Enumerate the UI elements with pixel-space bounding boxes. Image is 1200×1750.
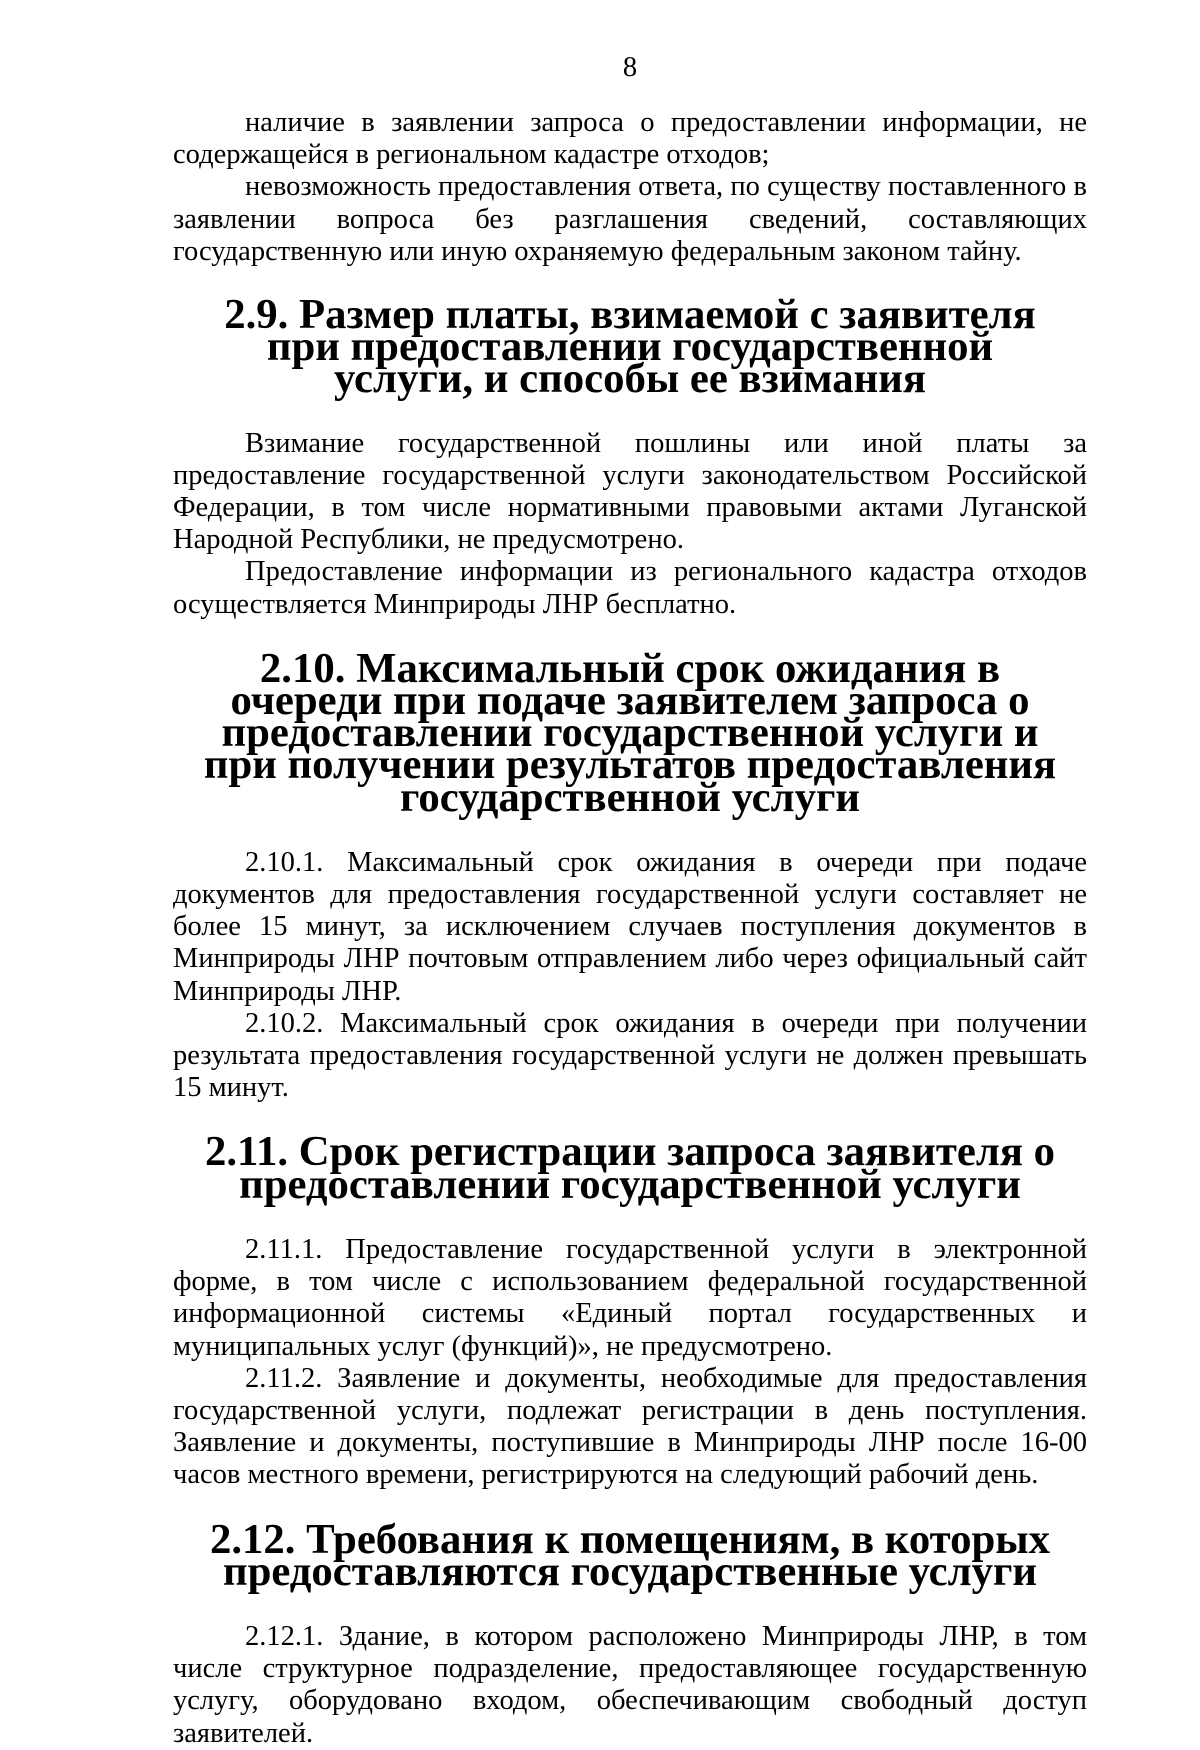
paragraph: 2.12.1. Здание, в котором расположено Минприроды ЛНР, в том числе структурное подразделение, предоставляющее государственную услугу, оборудовано входом, обеспечивающим свободный доступ заявителей. <box>173 1620 1087 1749</box>
section-heading-2-10: 2.10. Максимальный срок ожидания в очереди при подаче заявителем запроса о предоставлении государственной услуги и при получении результатов предоставления государственной услуги <box>203 644 1057 821</box>
section-heading-2-9: 2.9. Размер платы, взимаемой с заявителя при предоставлении государственной услуги, и способы ее взимания <box>224 291 1036 403</box>
page-number: 8 <box>622 52 638 83</box>
paragraph: 2.11.1. Предоставление государственной услуги в электронной форме, в том числе с использованием федеральной государственной информационной системы «Единый портал государственных и муниципальных услуг (функций)», не предусмотрено. <box>173 1233 1087 1362</box>
section-heading-2-11: 2.11. Срок регистрации запроса заявителя о предоставлении государственной услуги <box>204 1128 1056 1208</box>
paragraph: невозможность предоставления ответа, по существу поставленного в заявлении вопроса без разглашения сведений, составляющих государственную или иную охраняемую федеральным законом тайну. <box>173 171 1087 267</box>
paragraph: наличие в заявлении запроса о предоставлении информации, не содержащейся в региональном кадастре отходов; <box>173 107 1087 171</box>
section-heading-2-12: 2.12. Требования к помещениям, в которых предоставляются государственные услуги <box>209 1515 1051 1595</box>
paragraph: 2.10.2. Максимальный срок ожидания в очереди при получении результата предоставления государственной услуги не должен превышать 15 минут. <box>173 1007 1087 1104</box>
paragraph: 2.10.1. Максимальный срок ожидания в очереди при подаче документов для предоставления государственной услуги составляет не более 15 минут, за исключением случаев поступления документов в Минприроды ЛНР почтовым отправлением либо через официальный сайт Минприроды ЛНР. <box>173 846 1087 1007</box>
paragraph: Взимание государственной пошлины или иной платы за предоставление государственной услуги законодательством Российской Федерации, в том числе нормативными правовыми актами Луганской Народной Республики, не предусмотрено. <box>173 427 1087 556</box>
paragraph: 2.11.2. Заявление и документы, необходимые для предоставления государственной услуги, подлежат регистрации в день поступления. Заявление и документы, поступившие в Минприроды ЛНР после 16-00 часов местного времени, регистрируются на следующий рабочий день. <box>173 1362 1087 1491</box>
paragraph: Предоставление информации из регионального кадастра отходов осуществляется Минприроды ЛНР бесплатно. <box>173 556 1087 620</box>
